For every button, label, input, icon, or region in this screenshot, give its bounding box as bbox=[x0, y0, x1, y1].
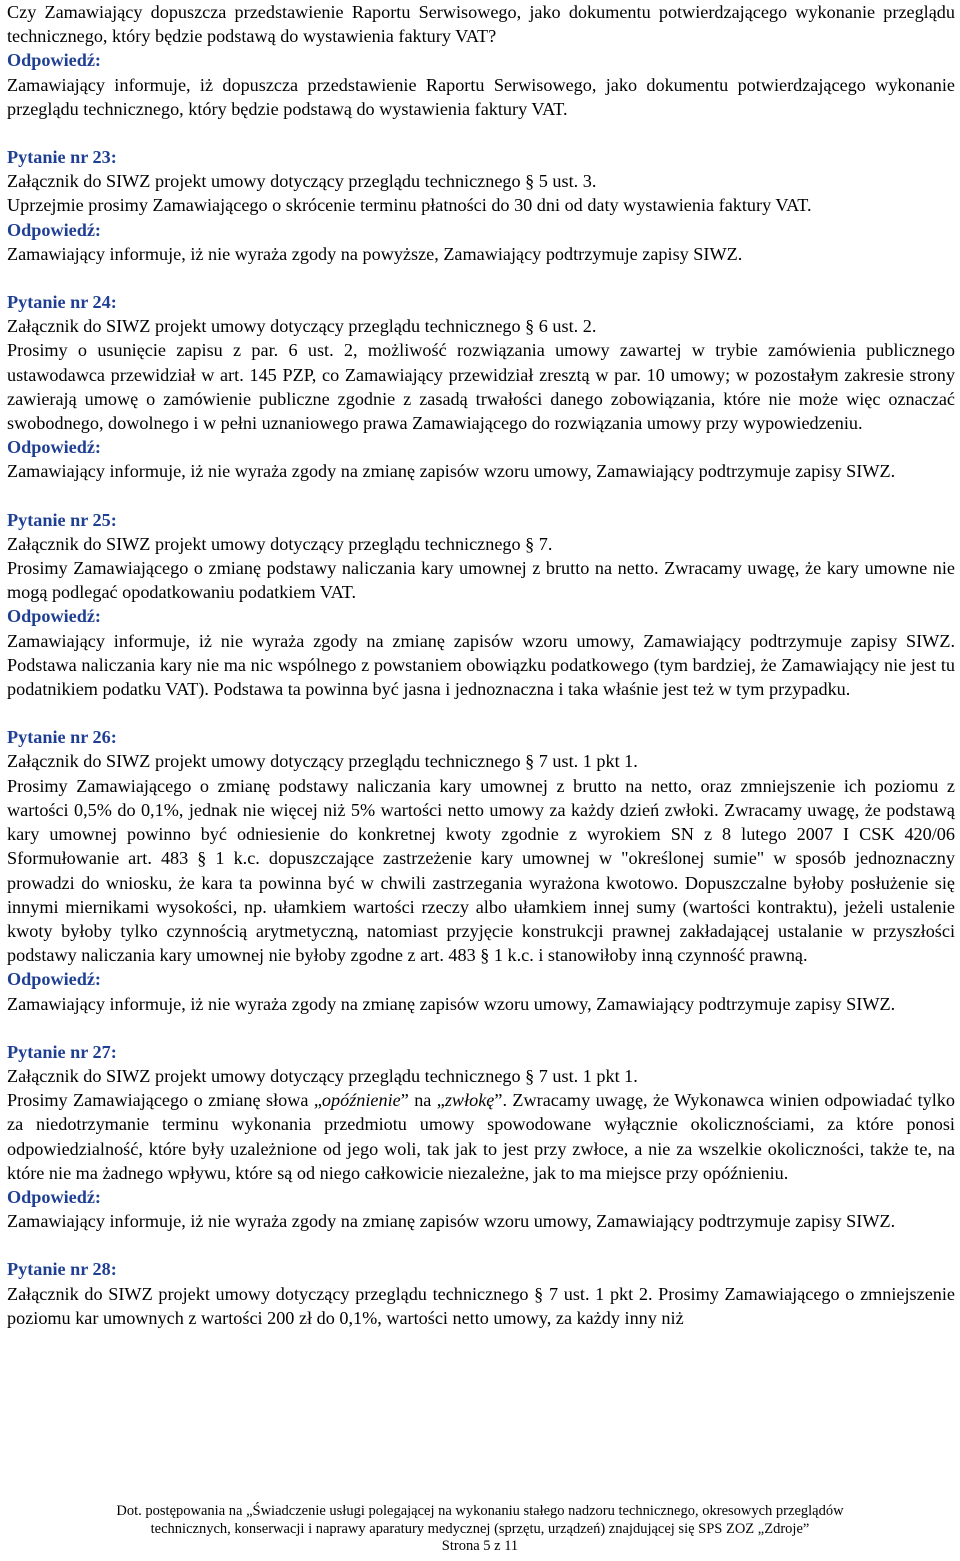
question-25-title: Pytanie nr 25: bbox=[7, 509, 117, 530]
question-27-answer: Zamawiający informuje, iż nie wyraża zgody na zmianę zapisów wzoru umowy, Zamawiający podtrzymuje zapisy SIWZ. bbox=[7, 1211, 896, 1232]
question-24-title: Pytanie nr 24: bbox=[7, 292, 117, 313]
intro-question: Czy Zamawiający dopuszcza przedstawienie Raportu Serwisowego, jako dokumentu potwierdzającego wykonanie przeglądu technicznego, który będzie podstawą do wystawienia faktury VAT? bbox=[7, 2, 955, 47]
question-24-body: Prosimy o usunięcie zapisu z par. 6 ust. 2, możliwość rozwiązania umowy zawartej w trybie zamówienia publicznego ustawodawca przewidział w art. 145 PZP, co Zamawiający przewidział zresztą w par. 10 umowy; w pozostałym zakresie strony zawierają umowę o zamówienie publiczne zgodnie z zasadą trwałości danego zobowiązania, które nie może więc oznaczać swobodnego, dowolnego i w pełni uznaniowego prawa Zamawiającego do rozwiązania umowy przy wypowiedzeniu. bbox=[7, 340, 955, 434]
question-26-body: Prosimy Zamawiającego o zmianę podstawy naliczania kary umownej z brutto na netto, oraz zmniejszenie ich poziomu z wartości 0,5% do 0,1%, jednak nie więcej niż 5% wartości netto umowy za każdy dzień zwłoki. Zwracamy uwagę, że podstawą kary umownej powinno być odniesienie do konkretnej kwoty zgodnie z wyrokiem SN z 8 lutego 2007 I CSK 420/06 Sformułowanie art. 483 § 1 k.c. dopuszczające zastrzeżenie kary umownej w "określonej sumie" w sposób jednoznaczny prowadzi do wniosku, że kara ta powinna być w chwili zastrzegania wyrażona kwotowo. Dopuszczalne byłoby posłużenie się innymi miernikami wysokości, np. ułamkiem wartości rzeczy albo ułamkiem innej sumy (wartości kontraktu), jeżeli ustalenie kwoty byłoby tylko czynnością arytmetyczną, natomiast przyjęcie konstrukcji prawnej zakładającej ustalanie w przyszłości podstawy naliczania kary umownej nie byłoby zgodne z art. 483 § 1 k.c. i stanowiłoby inną czynność prawną. bbox=[7, 775, 955, 966]
document-page bbox=[7, 0, 955, 1330]
answer-label: Odpowiedź: bbox=[7, 50, 101, 71]
page-footer bbox=[0, 1503, 960, 1556]
question-28-body: Załącznik do SIWZ projekt umowy dotyczący przeglądu technicznego § 7 ust. 1 pkt 2. Prosimy Zamawiającego o zmniejszenie poziomu kar umownych z wartości 200 zł do 0,1%, wartości netto umowy, za każdy inny niż bbox=[7, 1283, 955, 1328]
answer-label: Odpowiedź: bbox=[7, 969, 101, 990]
question-27-body-mid: ” na „ bbox=[400, 1090, 445, 1111]
question-27-body bbox=[7, 1088, 955, 1185]
question-27-body-post: ”. Zwracamy uwagę, że Wykonawca winien odpowiadać tylko za niedotrzymanie terminu wykonania przedmiotu umowy spowodowane wyłącznie okolicznościami, za które ponosi odpowiedzialność, które były uzależnione od jego woli, tak jak to jest przy zwłoce, a nie za wszelkie okoliczności, także te, na które nie ma żadnego wpływu, które są od niego całkowicie niezależne, jak to ma miejsce przy opóźnieniu. bbox=[7, 1090, 955, 1183]
question-26-title: Pytanie nr 26: bbox=[7, 727, 117, 748]
answer-label: Odpowiedź: bbox=[7, 219, 101, 240]
question-27-title: Pytanie nr 27: bbox=[7, 1041, 117, 1062]
question-23-body: Uprzejmie prosimy Zamawiającego o skrócenie terminu płatności do 30 dni od daty wystawienia faktury VAT. bbox=[7, 195, 812, 216]
intro-answer: Zamawiający informuje, iż dopuszcza przedstawienie Raportu Serwisowego, jako dokumentu potwierdzającego wykonanie przeglądu technicznego, który będzie podstawą do wystawienia faktury VAT. bbox=[7, 74, 955, 119]
answer-label: Odpowiedź: bbox=[7, 606, 101, 627]
question-28-title: Pytanie nr 28: bbox=[7, 1259, 117, 1280]
answer-label: Odpowiedź: bbox=[7, 437, 101, 458]
question-27-word-zwloke: zwłokę bbox=[444, 1090, 495, 1111]
page-number: Strona 5 z 11 bbox=[441, 1538, 519, 1554]
footer-line-2: technicznych, konserwacji i naprawy aparatury medycznej (sprzętu, urządzeń) znajdującej się SPS ZOZ „Zdroje” bbox=[150, 1520, 810, 1537]
question-24-reference: Załącznik do SIWZ projekt umowy dotyczący przeglądu technicznego § 6 ust. 2. bbox=[7, 316, 597, 337]
question-26-reference: Załącznik do SIWZ projekt umowy dotyczący przeglądu technicznego § 7 ust. 1 pkt 1. bbox=[7, 751, 638, 772]
question-26-answer: Zamawiający informuje, iż nie wyraża zgody na zmianę zapisów wzoru umowy, Zamawiający podtrzymuje zapisy SIWZ. bbox=[7, 993, 896, 1014]
question-25-answer: Zamawiający informuje, iż nie wyraża zgody na zmianę zapisów wzoru umowy, Zamawiający podtrzymuje zapisy SIWZ. Podstawa naliczania kary nie ma nic wspólnego z powstaniem obowiązku podatkowego (tym bardziej, że Zamawiający nie jest tu podatnikiem podatku VAT). Podstawa ta powinna być jasna i jednoznaczna i taka właśnie jest też w tym przypadku. bbox=[7, 630, 955, 700]
question-23-title: Pytanie nr 23: bbox=[7, 147, 117, 168]
question-27-reference: Załącznik do SIWZ projekt umowy dotyczący przeglądu technicznego § 7 ust. 1 pkt 1. bbox=[7, 1065, 638, 1086]
question-27-body-pre: Prosimy Zamawiającego o zmianę słowa „ bbox=[7, 1090, 322, 1111]
question-23-answer: Zamawiający informuje, iż nie wyraża zgody na powyższe, Zamawiający podtrzymuje zapisy SIWZ. bbox=[7, 243, 743, 264]
question-24-answer: Zamawiający informuje, iż nie wyraża zgody na zmianę zapisów wzoru umowy, Zamawiający podtrzymuje zapisy SIWZ. bbox=[7, 461, 896, 482]
question-23-reference: Załącznik do SIWZ projekt umowy dotyczący przeglądu technicznego § 5 ust. 3. bbox=[7, 171, 597, 192]
question-25-body: Prosimy Zamawiającego o zmianę podstawy naliczania kary umownej z brutto na netto. Zwracamy uwagę, że kary umowne nie mogą podlegać opodatkowaniu podatkiem VAT. bbox=[7, 558, 955, 603]
footer-line-1: Dot. postępowania na „Świadczenie usługi polegającej na wykonaniu stałego nadzoru technicznego, okresowych przeglądów bbox=[116, 1503, 844, 1519]
question-27-word-opoznienie: opóźnienie bbox=[321, 1090, 401, 1111]
question-25-reference: Załącznik do SIWZ projekt umowy dotyczący przeglądu technicznego § 7. bbox=[7, 533, 553, 554]
answer-label: Odpowiedź: bbox=[7, 1186, 101, 1207]
